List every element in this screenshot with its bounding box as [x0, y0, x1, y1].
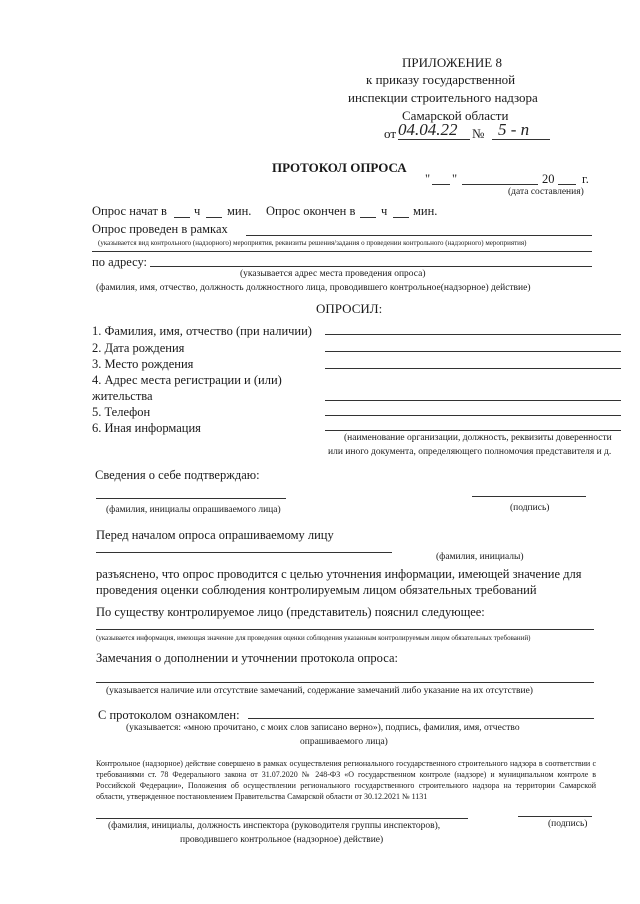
- start-hour-blank: [174, 217, 190, 218]
- field-address: 4. Адрес места регистрации и (или): [92, 373, 282, 387]
- order-number-sign: №: [472, 126, 485, 141]
- confirm-name-blank: [96, 498, 286, 499]
- page-title: ПРОТОКОЛ ОПРОСА: [272, 160, 407, 175]
- conducted-blank: [246, 235, 592, 236]
- confirm-signature-caption: (подпись): [510, 503, 550, 513]
- date-month-blank: [462, 184, 538, 185]
- explained-line-2: проведения оценки соблюдения контролируемым лицом обязательных требований: [96, 583, 537, 597]
- end-min-blank: [393, 217, 409, 218]
- end-min-unit: мин.: [413, 204, 438, 218]
- questioned-heading: ОПРОСИЛ:: [316, 301, 383, 316]
- field-birth-place: 3. Место рождения: [92, 357, 194, 371]
- acquainted-caption-1: (указывается: «мною прочитано, с моих слов записано верно»), подпись, фамилия, имя, отчество: [126, 723, 520, 733]
- order-date-prefix: от: [384, 126, 397, 141]
- end-hour-unit: ч: [381, 204, 388, 218]
- essence-caption: (указывается информация, имеющая значение для проведения оценки соблюдения указанным контролируемым лицом обязательных требований): [96, 634, 531, 642]
- inspection-line: инспекции строительного надзора: [348, 90, 538, 105]
- field-birth-place-blank: [325, 368, 621, 369]
- field-address-blank: [325, 400, 621, 401]
- before-name-blank: [96, 552, 392, 553]
- remarks-caption: (указывается наличие или отсутствие замечаний, содержание замечаний либо указание на их отсутствие): [106, 686, 533, 696]
- footer-caption-1: (фамилия, инициалы, должность инспектора (руководителя группы инспекторов),: [108, 821, 441, 831]
- field-phone: 5. Телефон: [92, 405, 151, 419]
- essence-blank: [96, 629, 594, 630]
- date-day-blank: [432, 184, 450, 185]
- address-caption: (указывается адрес места проведения опроса): [240, 269, 426, 279]
- order-ref-line: к приказу государственной: [366, 72, 516, 87]
- address-blank: [150, 266, 592, 267]
- end-label: Опрос окончен в: [266, 204, 356, 218]
- field-birth-date-blank: [325, 351, 621, 352]
- date-quote-close: ": [452, 172, 458, 186]
- date-caption: (дата составления): [508, 187, 584, 197]
- end-hour-blank: [360, 217, 376, 218]
- inspector-caption: (фамилия, имя, отчество, должность должностного лица, проводившего контрольное(надзорное) действие): [96, 283, 531, 293]
- before-label: Перед началом опроса опрашиваемому лицу: [96, 528, 334, 542]
- start-hour-unit: ч: [194, 204, 201, 218]
- org-caption-2: или иного документа, определяющего полномочия представителя и д.: [328, 447, 612, 457]
- before-name-caption: (фамилия, инициалы): [436, 552, 524, 562]
- date-year-blank: [558, 184, 576, 185]
- order-number-line: [492, 139, 550, 140]
- confirm-name-caption: (фамилия, инициалы опрашиваемого лица): [106, 505, 281, 515]
- field-full-name-blank: [325, 334, 621, 335]
- date-quote-open: ": [425, 172, 431, 186]
- acquainted-label: С протоколом ознакомлен:: [98, 708, 240, 722]
- start-label: Опрос начат в: [92, 204, 167, 218]
- footer-signature-caption: (подпись): [548, 819, 588, 829]
- footer-caption-2: проводившего контрольное (надзорное) действие): [180, 835, 384, 845]
- field-phone-blank: [325, 415, 621, 416]
- order-date-handwritten: 04.04.22: [398, 120, 458, 139]
- start-min-blank: [206, 217, 222, 218]
- explained-line-1: разъяснено, что опрос проводится с целью уточнения информации, имеющей значение для: [96, 567, 582, 581]
- confirm-label: Сведения о себе подтверждаю:: [95, 468, 260, 482]
- field-other: 6. Иная информация: [92, 421, 201, 435]
- remarks-blank: [96, 682, 594, 683]
- date-year-prefix: 20: [542, 172, 555, 186]
- field-birth-date: 2. Дата рождения: [92, 341, 185, 355]
- start-min-unit: мин.: [227, 204, 252, 218]
- org-caption-1: (наименование организации, должность, реквизиты доверенности: [344, 433, 612, 443]
- confirm-signature-blank: [472, 496, 586, 497]
- order-date-line: [398, 139, 470, 140]
- field-address-cont: жительства: [92, 389, 153, 403]
- legal-note: Контрольное (надзорное) действие совершено в рамках осуществления регионального государственного строительного надзора в соответствии с требованиями ст. 78 Федерального закона от 31.07.2020 № 248-ФЗ «О государственном контроле (надзоре) и муниципальном контроле в Российской Федерации», Положения об осуществлении регионального государственного строительного надзора на территории Самарской области, утвержденное постановлением Правительства Самарской области от 30.12.2021 № 1131: [96, 759, 596, 801]
- acquainted-blank: [248, 718, 594, 719]
- address-label: по адресу:: [92, 255, 148, 269]
- acquainted-caption-2: опрашиваемого лица): [300, 737, 388, 747]
- order-number-handwritten: 5 - п: [498, 120, 530, 139]
- remarks-label: Замечания о дополнении и уточнении протокола опроса:: [96, 651, 398, 665]
- conducted-label: Опрос проведен в рамках: [92, 222, 228, 236]
- conducted-blank-2: [92, 251, 592, 252]
- inspector-name-blank: [96, 818, 468, 819]
- essence-label: По существу контролируемое лицо (представитель) пояснил следующее:: [96, 605, 485, 619]
- conducted-caption: (указывается вид контрольного (надзорного) мероприятия, реквизиты решения/задания о проведении контрольного (надзорного) мероприятия): [98, 239, 527, 247]
- inspector-signature-blank: [518, 816, 592, 817]
- date-year-suffix: г.: [582, 172, 589, 186]
- field-other-blank: [325, 430, 621, 431]
- region-line: Самарской области: [402, 108, 509, 123]
- field-full-name: 1. Фамилия, имя, отчество (при наличии): [92, 324, 312, 338]
- appendix-label: ПРИЛОЖЕНИЕ 8: [402, 55, 502, 70]
